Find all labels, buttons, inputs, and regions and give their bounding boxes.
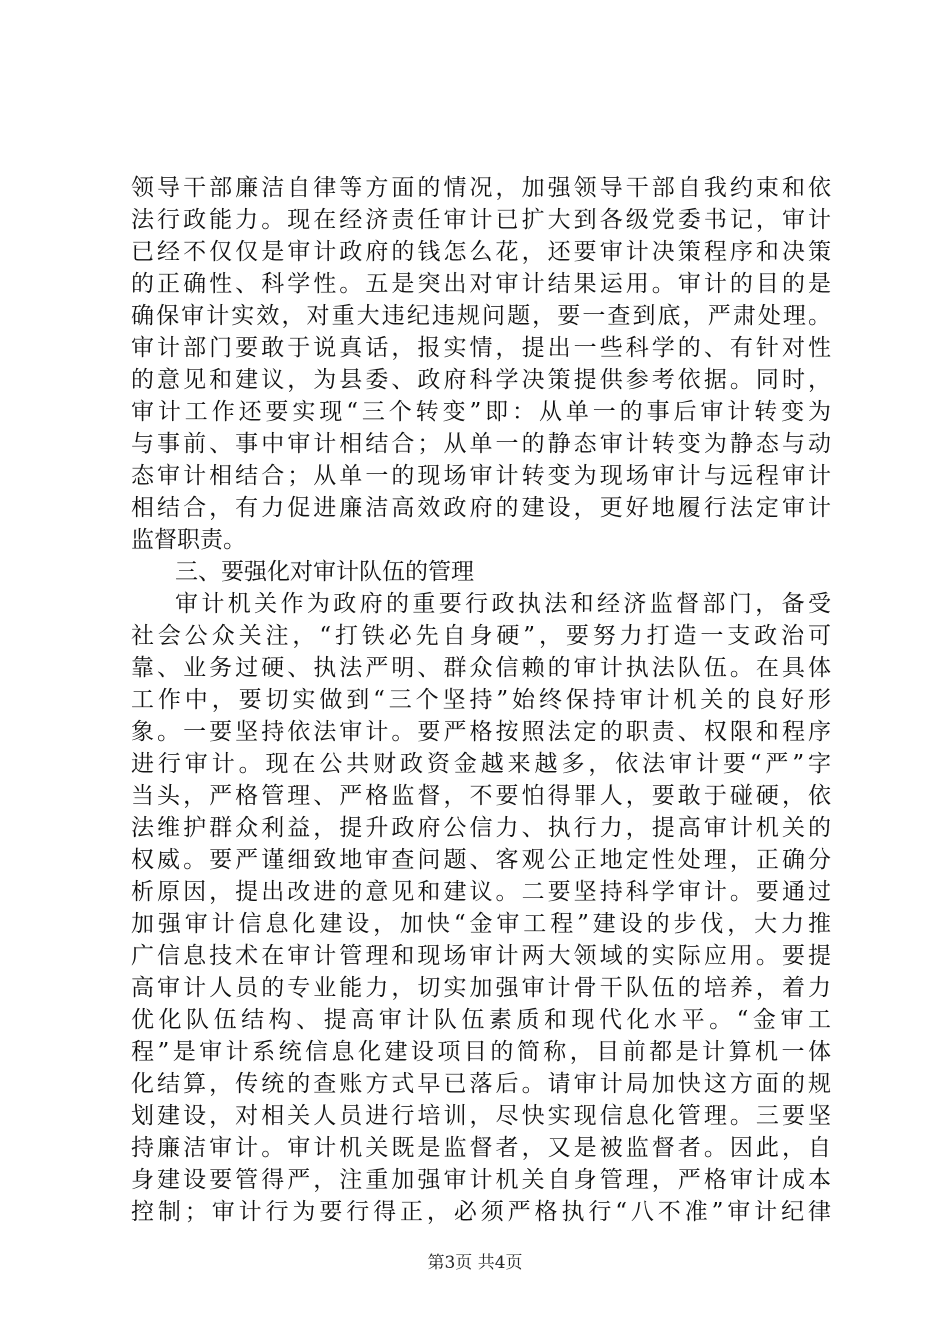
text-line: 程”是审计系统信息化建设项目的简称，目前都是计算机一体 — [131, 1039, 831, 1065]
text-line: 析原因，提出改进的意见和建议。二要坚持科学审计。要通过 — [131, 879, 831, 905]
text-line: 的正确性、科学性。五是突出对审计结果运用。审计的目的是 — [131, 271, 831, 297]
text-line: 法行政能力。现在经济责任审计已扩大到各级党委书记，审计 — [131, 207, 831, 233]
page-number: 第3页 共4页 — [427, 1253, 523, 1273]
text-line: 当头，严格管理、严格监督，不要怕得罪人，要敢于碰硬，依 — [131, 783, 831, 809]
text-line: 控制；审计行为要行得正，必须严格执行“八不准”审计纪律 — [131, 1199, 831, 1225]
text-line: 广信息技术在审计管理和现场审计两大领域的实际应用。要提 — [131, 943, 831, 969]
text-line: 态审计相结合；从单一的现场审计转变为现场审计与远程审计 — [131, 463, 831, 489]
text-line: 工作中，要切实做到“三个坚持”始终保持审计机关的良好形 — [131, 687, 831, 713]
text-line: 象。一要坚持依法审计。要严格按照法定的职责、权限和程序 — [131, 719, 831, 745]
text-line: 已经不仅仅是审计政府的钱怎么花，还要审计决策程序和决策 — [131, 239, 831, 265]
text-line: 优化队伍结构、提高审计队伍素质和现代化水平。“金审工 — [131, 1007, 831, 1033]
text-line: 的意见和建议，为县委、政府科学决策提供参考依据。同时， — [131, 367, 831, 393]
text-line: 靠、业务过硬、执法严明、群众信赖的审计执法队伍。在具体 — [131, 655, 831, 681]
text-line: 权威。要严谨细致地审查问题、客观公正地定性处理，正确分 — [131, 847, 831, 873]
text-line: 监督职责。 — [131, 527, 246, 553]
document-body — [131, 172, 831, 1228]
text-line: 领导干部廉洁自律等方面的情况，加强领导干部自我约束和依 — [131, 175, 831, 201]
text-line: 身建设要管得严，注重加强审计机关自身管理，严格审计成本 — [131, 1167, 831, 1193]
paragraph-first-line: 审计机关作为政府的重要行政执法和经济监督部门，备受 — [175, 591, 831, 617]
text-line: 审计部门要敢于说真话，报实情，提出一些科学的、有针对性 — [131, 335, 831, 361]
text-line: 划建设，对相关人员进行培训，尽快实现信息化管理。三要坚 — [131, 1103, 831, 1129]
text-line: 进行审计。现在公共财政资金越来越多，依法审计要“严”字 — [131, 751, 831, 777]
section-heading: 三、要强化对审计队伍的管理 — [175, 559, 474, 585]
text-line: 确保审计实效，对重大违纪违规问题，要一查到底，严肃处理。 — [131, 303, 831, 329]
text-line: 高审计人员的专业能力，切实加强审计骨干队伍的培养，着力 — [131, 975, 831, 1001]
text-line: 与事前、事中审计相结合；从单一的静态审计转变为静态与动 — [131, 431, 831, 457]
text-line: 社会公众关注，“打铁必先自身硬”，要努力打造一支政治可 — [131, 623, 831, 649]
text-line: 持廉洁审计。审计机关既是监督者，又是被监督者。因此，自 — [131, 1135, 831, 1161]
text-line: 加强审计信息化建设，加快“金审工程”建设的步伐，大力推 — [131, 911, 831, 937]
text-line: 法维护群众利益，提升政府公信力、执行力，提高审计机关的 — [131, 815, 831, 841]
text-line: 化结算，传统的查账方式早已落后。请审计局加快这方面的规 — [131, 1071, 831, 1097]
text-line: 相结合，有力促进廉洁高效政府的建设，更好地履行法定审计 — [131, 495, 831, 521]
text-line: 审计工作还要实现“三个转变”即：从单一的事后审计转变为 — [131, 399, 831, 425]
